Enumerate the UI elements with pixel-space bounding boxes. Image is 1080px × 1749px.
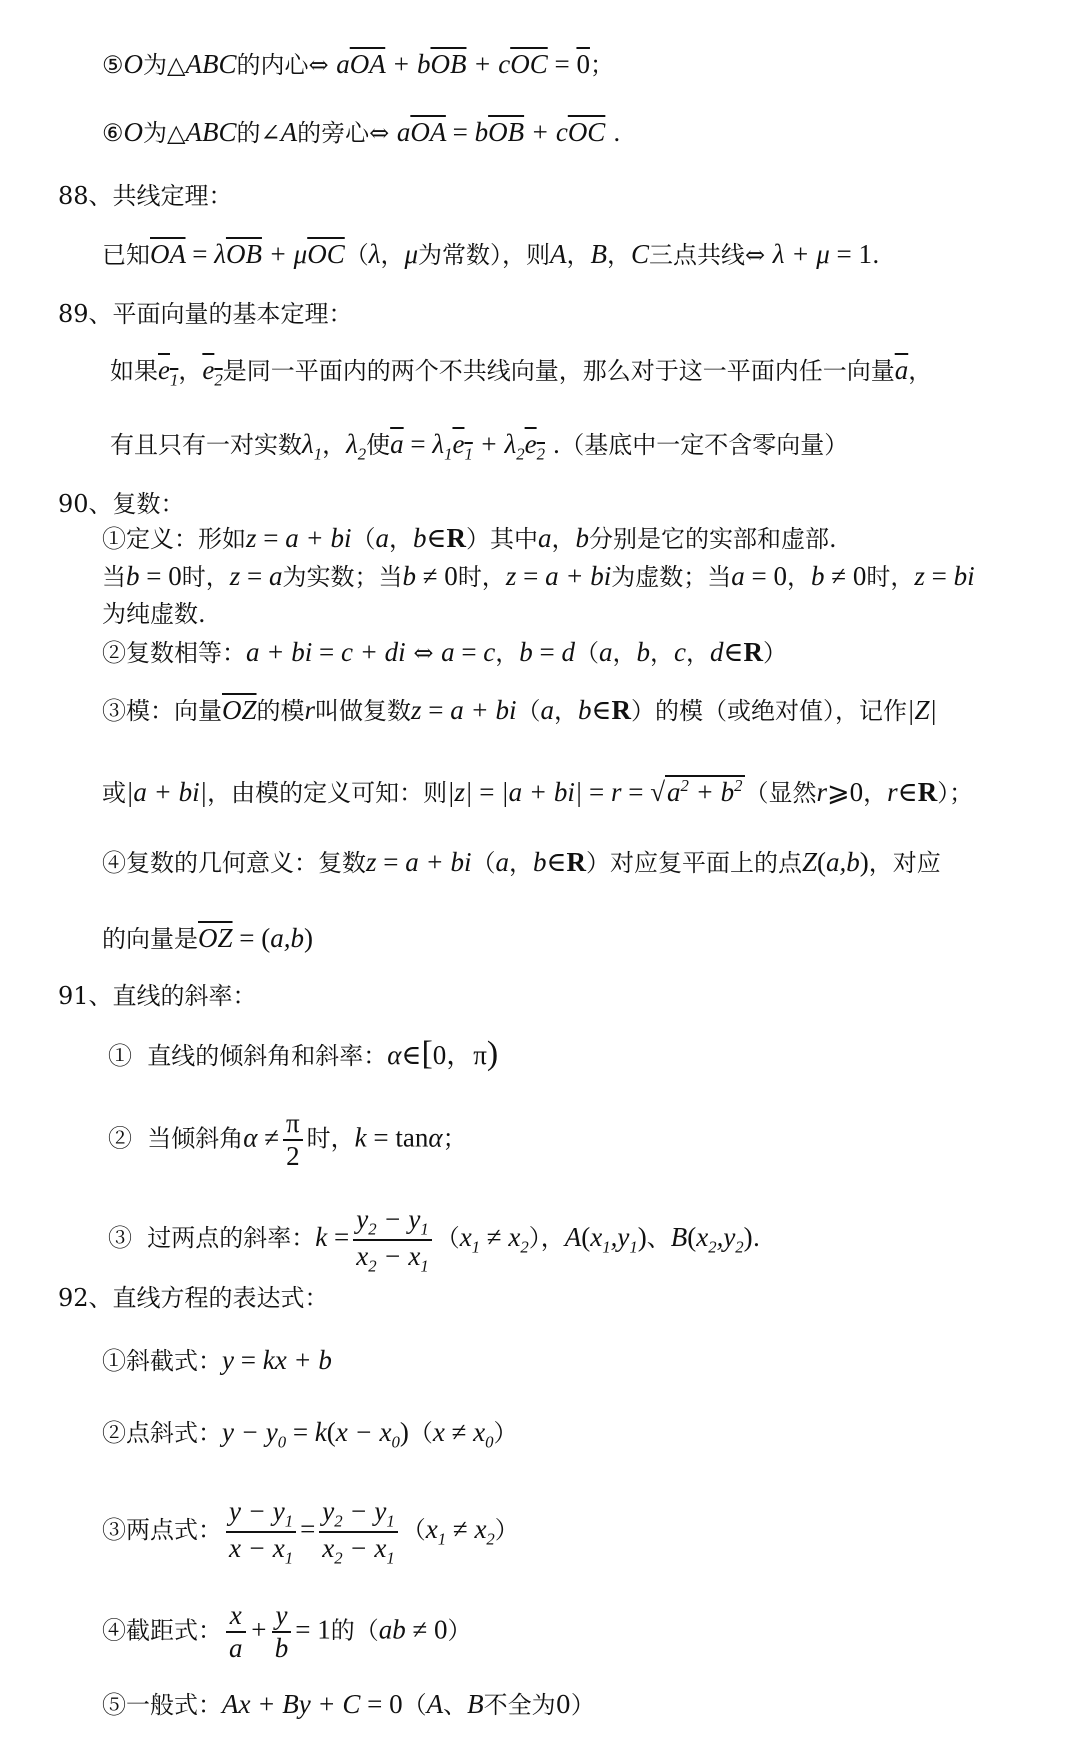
line-modulus-2: 或|a + bi|，由模的定义可知：则$|z| = |a + bi| = r = √a^2 + b^2$（显然r⩾0，r∈R）； <box>102 776 974 807</box>
line-incenter: ⑤O为△ABC的内心⇔ $a\overline{OA} + b\overline{OB} + c\overline{OC} = 0$； <box>102 49 614 79</box>
line-complex-cases: 当b = 0时，z = a为实数；当b ≠ 0时，z = a + bi为虚数；当a = 0，b ≠ 0时，z = bi <box>102 561 975 591</box>
heading-92: 92、直线方程的表达式： <box>58 1284 329 1312</box>
line-two-point: ③两点式： $\frac{y - y_1}{x - x_1}$ = $\frac{y_2 - y_1}{x_2 - x_1}$ $(x_1 \ne x_2)$ <box>102 1496 519 1568</box>
line-basis-1: 如果$e_1$，$e_2$是同一平面内的两个不共线向量，那么对于这一平面内任一向量$\overline{a}$， <box>110 355 933 390</box>
line-pure-imag: 为纯虚数. <box>102 600 206 628</box>
line-complex-def: ①定义：形如z = a + bi（a，b∈R）其中a，b分别是它的实部和虚部. <box>102 523 837 553</box>
line-complex-equal: ②复数相等：a + bi = c + di ⇔ a = c，b = d（a，b，c，d∈R） <box>102 637 787 667</box>
line-slope-intercept: ①斜截式：y = kx + b <box>102 1345 332 1375</box>
line-general-form: ⑤一般式：Ax + By + C = 0（A、B不全为0） <box>102 1689 595 1719</box>
line-slope-tan: ② 当倾斜角α ≠ $\frac{\pi}{2}$ 时，k = tanα； <box>108 1108 467 1172</box>
heading-88: 88、共线定理： <box>58 182 233 210</box>
line-slope-two-points: ③ 过两点的斜率：k = $\frac{y_2 - y_1}{x_2 - x_1}$ $(x_1 \ne x_2)$，$A(x_1,y_1)$、$B(x_2,y_2)$. <box>108 1204 761 1276</box>
line-geometric-1: ④复数的几何意义：复数z = a + bi（a，b∈R）对应复平面上的点Z(a,b)，对应 <box>102 847 941 877</box>
heading-91: 91、直线的斜率： <box>58 982 257 1010</box>
line-basis-2: 有且只有一对实数$\lambda_1$，$\lambda_2$使$\overline{a} = \lambda_1e_1 + \lambda_2e_2$ .（基底中一定不含零向量） <box>110 429 849 464</box>
line-excenter: ⑥O为△ABC的∠A的旁心⇔ $a\overline{OA} = b\overline{OB} + c\overline{OC}$ . <box>102 117 621 147</box>
heading-89: 89、平面向量的基本定理： <box>58 300 353 328</box>
line-slope-angle: ① 直线的倾斜角和斜率：α∈[0，π) <box>108 1035 499 1072</box>
line-intercept: ④截距式： $\frac{x}{a}$ + $\frac{y}{b}$ = 1的（ab ≠ 0） <box>102 1600 472 1664</box>
line-point-slope: ②点斜式：$y - y_0 = k(x - x_0)(x \ne x_0)$ <box>102 1417 518 1452</box>
line-collinear: 已知$\overline{OA} = \lambda\overline{OB} + \mu\overline{OC}(\lambda$，μ为常数），则A，B，C三点共线⇔ λ + μ = 1. <box>102 239 880 269</box>
line-geometric-2: 的向量是$\overline{OZ} = (a,b)$ <box>102 923 313 953</box>
heading-90: 90、复数： <box>58 490 185 518</box>
line-modulus-1: ③模：向量$\overline{OZ}$的模r叫做复数z = a + bi（a，b∈R）的模（或绝对值），记作|Z| <box>102 695 937 725</box>
